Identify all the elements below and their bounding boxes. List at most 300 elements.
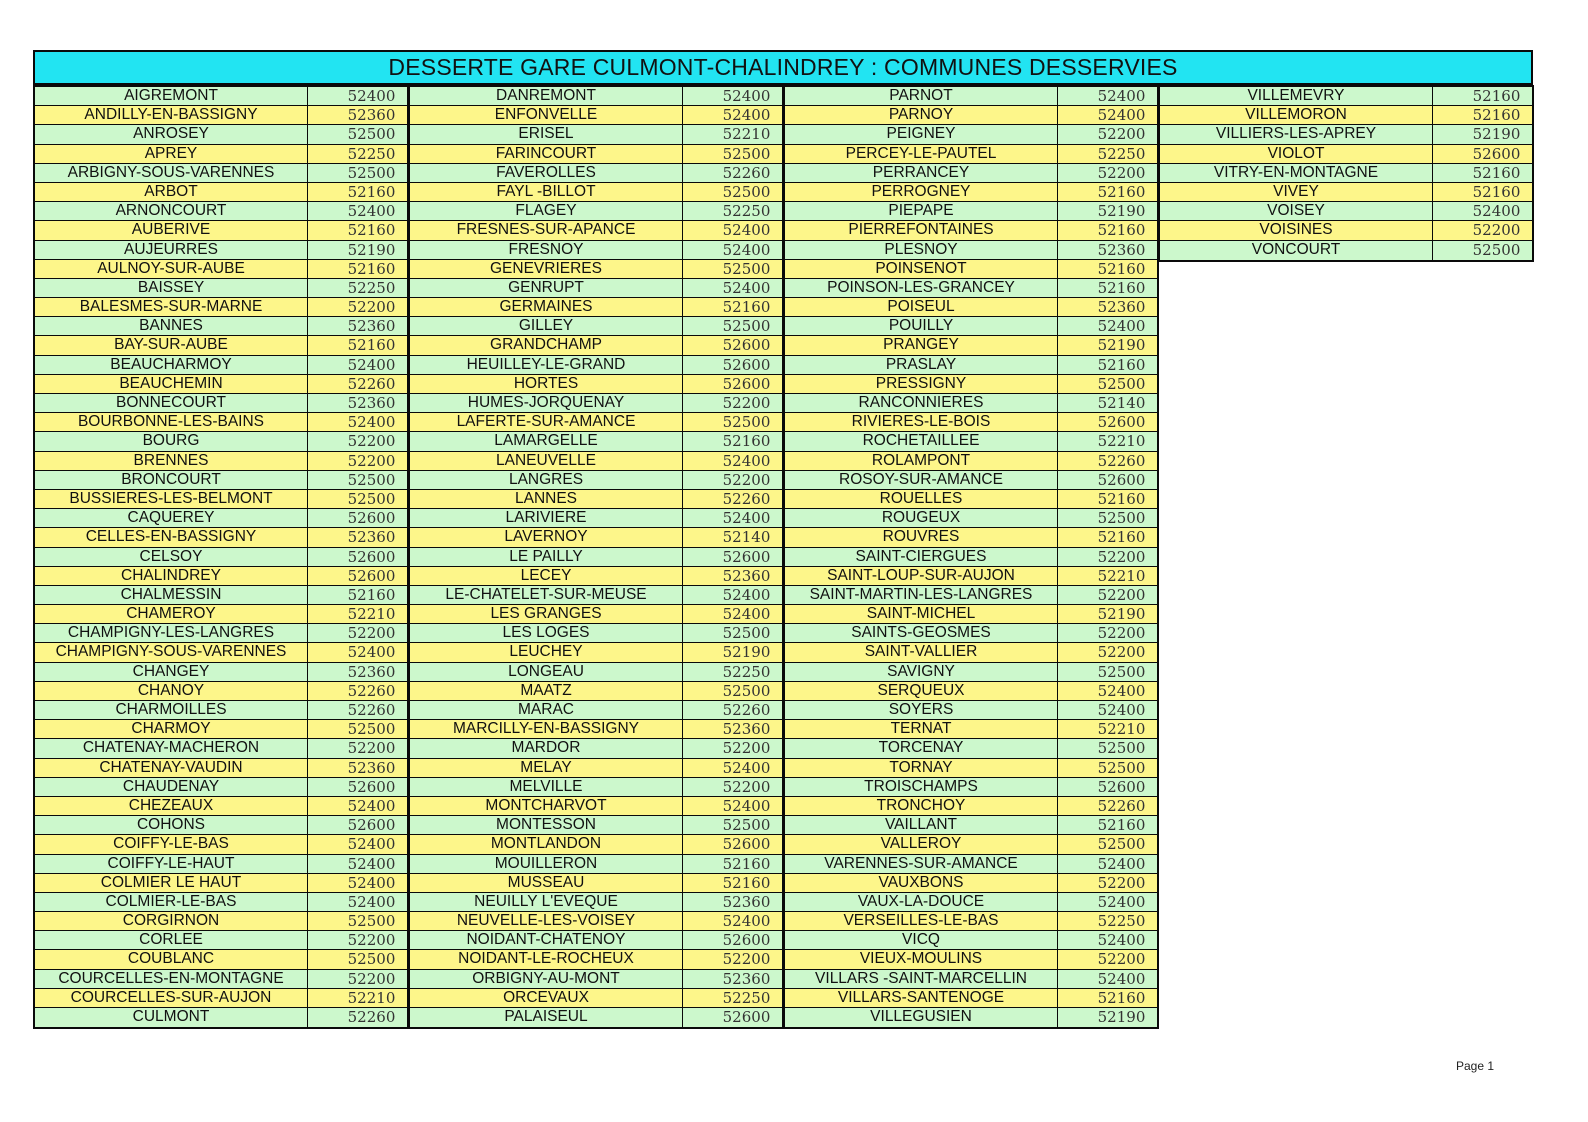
commune-name: PRANGEY bbox=[785, 336, 1058, 354]
table-row bbox=[35, 490, 407, 509]
page-number: Page 1 bbox=[1456, 1059, 1495, 1073]
commune-name: HEUILLEY-LE-GRAND bbox=[410, 356, 683, 374]
table-row bbox=[35, 893, 407, 912]
commune-name: LONGEAU bbox=[410, 663, 683, 681]
table-row bbox=[35, 528, 407, 547]
table-row bbox=[35, 931, 407, 950]
commune-name: TORCENAY bbox=[785, 739, 1058, 757]
table-row bbox=[785, 567, 1157, 586]
table-row bbox=[410, 855, 782, 874]
postal-code: 52600 bbox=[347, 566, 396, 585]
postal-code: 52200 bbox=[722, 470, 771, 489]
table-row bbox=[410, 682, 782, 701]
postal-code: 52600 bbox=[1097, 413, 1146, 432]
table-row bbox=[785, 452, 1157, 471]
table-row bbox=[410, 509, 782, 528]
table-row bbox=[35, 701, 407, 720]
postal-code: 52400 bbox=[722, 585, 771, 604]
commune-name: CORGIRNON bbox=[35, 912, 308, 930]
postal-code: 52500 bbox=[722, 144, 771, 163]
table-row bbox=[410, 317, 782, 336]
commune-name: ROCHETAILLEE bbox=[785, 432, 1058, 450]
postal-code: 52600 bbox=[1097, 470, 1146, 489]
commune-name: VILLEMEVRY bbox=[1160, 87, 1433, 105]
commune-name: MAATZ bbox=[410, 682, 683, 700]
postal-code: 52200 bbox=[347, 931, 396, 950]
table-row bbox=[410, 452, 782, 471]
postal-code: 52160 bbox=[1097, 528, 1146, 547]
postal-code: 52160 bbox=[1097, 259, 1146, 278]
postal-code: 52360 bbox=[347, 394, 396, 412]
table-row bbox=[1160, 183, 1532, 202]
commune-name: LAMARGELLE bbox=[410, 432, 683, 450]
commune-name: ROUGEUX bbox=[785, 509, 1058, 527]
table-row bbox=[410, 145, 782, 164]
commune-name: NEUILLY L'EVEQUE bbox=[410, 893, 683, 911]
postal-code: 52500 bbox=[1097, 835, 1146, 854]
table-row bbox=[785, 241, 1157, 260]
postal-code: 52400 bbox=[347, 413, 396, 432]
table-row bbox=[35, 164, 407, 183]
commune-name: TERNAT bbox=[785, 720, 1058, 738]
table-row bbox=[785, 432, 1157, 451]
table-row bbox=[785, 221, 1157, 240]
table-row bbox=[35, 682, 407, 701]
table-row bbox=[785, 509, 1157, 528]
table-row bbox=[785, 931, 1157, 950]
postal-code: 52400 bbox=[347, 835, 396, 854]
commune-name: ROUVRES bbox=[785, 528, 1058, 546]
commune-name: FRESNES-SUR-APANCE bbox=[410, 221, 683, 239]
table-row bbox=[35, 432, 407, 451]
postal-code: 52400 bbox=[722, 278, 771, 297]
table-row bbox=[410, 164, 782, 183]
table-row bbox=[785, 701, 1157, 720]
commune-name: NOIDANT-CHATENOY bbox=[410, 931, 683, 949]
postal-code: 52200 bbox=[1472, 221, 1521, 240]
commune-name: MOUILLERON bbox=[410, 855, 683, 873]
commune-name: BAISSEY bbox=[35, 279, 308, 297]
postal-code: 52360 bbox=[1097, 240, 1146, 259]
postal-code: 52160 bbox=[1097, 988, 1146, 1007]
postal-code: 52160 bbox=[1472, 87, 1521, 105]
commune-name: CAQUEREY bbox=[35, 509, 308, 527]
commune-name: TRONCHOY bbox=[785, 797, 1058, 815]
commune-name: VERSEILLES-LE-BAS bbox=[785, 912, 1058, 930]
table-row bbox=[35, 202, 407, 221]
commune-name: LAVERNOY bbox=[410, 528, 683, 546]
table-row bbox=[785, 413, 1157, 432]
table-row bbox=[410, 221, 782, 240]
table-row bbox=[410, 413, 782, 432]
commune-name: ORCEVAUX bbox=[410, 989, 683, 1007]
postal-code: 52190 bbox=[722, 643, 771, 662]
table-row bbox=[785, 548, 1157, 567]
table-row bbox=[785, 490, 1157, 509]
postal-code: 52260 bbox=[347, 701, 396, 719]
postal-code: 52400 bbox=[347, 643, 396, 662]
table-row bbox=[410, 797, 782, 816]
table-row bbox=[785, 605, 1157, 624]
table-row bbox=[785, 260, 1157, 279]
commune-name: CORLEE bbox=[35, 931, 308, 949]
postal-code: 52600 bbox=[722, 336, 771, 355]
table-row bbox=[35, 260, 407, 279]
table-row bbox=[410, 759, 782, 778]
postal-code: 52400 bbox=[722, 796, 771, 815]
postal-code: 52210 bbox=[722, 125, 771, 144]
commune-name: VICQ bbox=[785, 931, 1058, 949]
postal-code: 52360 bbox=[722, 892, 771, 911]
table-row bbox=[1160, 145, 1532, 164]
commune-name: TORNAY bbox=[785, 759, 1058, 777]
commune-column-4 bbox=[1158, 85, 1534, 262]
commune-name: LEUCHEY bbox=[410, 643, 683, 661]
table-row bbox=[410, 279, 782, 298]
commune-name: BAY-SUR-AUBE bbox=[35, 336, 308, 354]
table-row bbox=[35, 759, 407, 778]
postal-code: 52400 bbox=[347, 873, 396, 892]
postal-code: 52190 bbox=[1097, 202, 1146, 221]
postal-code: 52500 bbox=[347, 470, 396, 489]
table-row bbox=[35, 241, 407, 260]
table-row bbox=[785, 471, 1157, 490]
postal-code: 52500 bbox=[347, 125, 396, 144]
commune-name: ERISEL bbox=[410, 125, 683, 143]
postal-code: 52210 bbox=[1097, 720, 1146, 739]
postal-code: 52500 bbox=[1097, 662, 1146, 681]
postal-code: 52400 bbox=[1097, 106, 1146, 125]
postal-code: 52260 bbox=[722, 701, 771, 719]
table-row bbox=[1160, 164, 1532, 183]
postal-code: 52500 bbox=[722, 624, 771, 643]
table-row bbox=[35, 452, 407, 471]
commune-name: CELLES-EN-BASSIGNY bbox=[35, 528, 308, 546]
postal-code: 52360 bbox=[347, 317, 396, 336]
table-row bbox=[410, 835, 782, 854]
commune-name: LARIVIERE bbox=[410, 509, 683, 527]
postal-code: 52260 bbox=[722, 163, 771, 182]
table-row bbox=[1160, 202, 1532, 221]
postal-code: 52160 bbox=[722, 873, 771, 892]
table-row bbox=[410, 778, 782, 797]
table-row bbox=[785, 1008, 1157, 1027]
commune-name: SOYERS bbox=[785, 701, 1058, 719]
table-row bbox=[785, 950, 1157, 969]
postal-code: 52400 bbox=[722, 87, 771, 105]
postal-code: 52360 bbox=[722, 720, 771, 739]
postal-code: 52360 bbox=[1097, 298, 1146, 317]
postal-code: 52400 bbox=[722, 451, 771, 470]
commune-name: MARCILLY-EN-BASSIGNY bbox=[410, 720, 683, 738]
table-row bbox=[785, 202, 1157, 221]
commune-name: FAVEROLLES bbox=[410, 164, 683, 182]
postal-code: 52500 bbox=[347, 720, 396, 739]
commune-name: PALAISEUL bbox=[410, 1008, 683, 1027]
commune-name: ANROSEY bbox=[35, 125, 308, 143]
commune-name: VILLARS -SAINT-MARCELLIN bbox=[785, 970, 1058, 988]
postal-code: 52400 bbox=[1097, 87, 1146, 105]
table-row bbox=[35, 989, 407, 1008]
postal-code: 52200 bbox=[1097, 125, 1146, 144]
postal-code: 52160 bbox=[722, 432, 771, 451]
table-row bbox=[785, 797, 1157, 816]
table-row bbox=[410, 970, 782, 989]
postal-code: 52250 bbox=[1097, 912, 1146, 931]
commune-name: VALLEROY bbox=[785, 835, 1058, 853]
commune-column-3 bbox=[783, 85, 1159, 1029]
table-row bbox=[35, 317, 407, 336]
postal-code: 52140 bbox=[1097, 394, 1146, 412]
commune-name: LES GRANGES bbox=[410, 605, 683, 623]
table-row bbox=[410, 816, 782, 835]
commune-name: MONTCHARVOT bbox=[410, 797, 683, 815]
postal-code: 52500 bbox=[347, 912, 396, 931]
commune-name: VIVEY bbox=[1160, 183, 1433, 201]
commune-name: PARNOY bbox=[785, 106, 1058, 124]
postal-code: 52200 bbox=[722, 777, 771, 796]
commune-name: SAINT-MICHEL bbox=[785, 605, 1058, 623]
postal-code: 52250 bbox=[347, 144, 396, 163]
table-row bbox=[35, 970, 407, 989]
table-row bbox=[35, 413, 407, 432]
commune-name: LANNES bbox=[410, 490, 683, 508]
commune-name: AUBERIVE bbox=[35, 221, 308, 239]
postal-code: 52360 bbox=[347, 106, 396, 125]
commune-name: PLESNOY bbox=[785, 241, 1058, 259]
table-row bbox=[410, 356, 782, 375]
postal-code: 52260 bbox=[722, 489, 771, 508]
postal-code: 52600 bbox=[347, 816, 396, 835]
table-row bbox=[35, 874, 407, 893]
postal-code: 52500 bbox=[1472, 240, 1521, 259]
commune-name: MARDOR bbox=[410, 739, 683, 757]
commune-name: VIOLOT bbox=[1160, 145, 1433, 163]
table-row bbox=[35, 567, 407, 586]
postal-code: 52200 bbox=[722, 394, 771, 412]
postal-code: 52260 bbox=[1097, 451, 1146, 470]
table-row bbox=[410, 241, 782, 260]
commune-name: ARBIGNY-SOUS-VARENNES bbox=[35, 164, 308, 182]
commune-name: RANCONNIERES bbox=[785, 394, 1058, 412]
table-row bbox=[785, 778, 1157, 797]
postal-code: 52160 bbox=[1097, 182, 1146, 201]
commune-name: LECEY bbox=[410, 567, 683, 585]
commune-name: SAINT-CIERGUES bbox=[785, 548, 1058, 566]
commune-name: ARBOT bbox=[35, 183, 308, 201]
postal-code: 52160 bbox=[722, 854, 771, 873]
table-row bbox=[35, 356, 407, 375]
table-row bbox=[410, 663, 782, 682]
table-row bbox=[410, 490, 782, 509]
table-row bbox=[410, 720, 782, 739]
commune-name: ROLAMPONT bbox=[785, 452, 1058, 470]
table-row bbox=[410, 336, 782, 355]
table-row bbox=[785, 87, 1157, 106]
commune-sheet bbox=[33, 50, 1535, 1025]
postal-code: 52400 bbox=[347, 854, 396, 873]
table-row bbox=[1160, 221, 1532, 240]
commune-name: PERROGNEY bbox=[785, 183, 1058, 201]
commune-name: SAINT-VALLIER bbox=[785, 643, 1058, 661]
commune-name: VONCOURT bbox=[1160, 241, 1433, 260]
postal-code: 52500 bbox=[347, 950, 396, 969]
commune-name: COURCELLES-EN-MONTAGNE bbox=[35, 970, 308, 988]
commune-name: PEIGNEY bbox=[785, 125, 1058, 143]
postal-code: 52600 bbox=[722, 355, 771, 374]
table-row bbox=[410, 624, 782, 643]
commune-name: CHATENAY-MACHERON bbox=[35, 739, 308, 757]
commune-name: FRESNOY bbox=[410, 241, 683, 259]
postal-code: 52600 bbox=[347, 509, 396, 528]
table-row bbox=[35, 950, 407, 969]
postal-code: 52500 bbox=[722, 317, 771, 336]
table-row bbox=[35, 643, 407, 662]
commune-name: LE PAILLY bbox=[410, 548, 683, 566]
postal-code: 52190 bbox=[1097, 1008, 1146, 1026]
commune-name: MELAY bbox=[410, 759, 683, 777]
table-row bbox=[35, 106, 407, 125]
table-row bbox=[410, 643, 782, 662]
commune-name: GENEVRIERES bbox=[410, 260, 683, 278]
table-row bbox=[35, 720, 407, 739]
commune-name: CHATENAY-VAUDIN bbox=[35, 759, 308, 777]
postal-code: 52500 bbox=[722, 182, 771, 201]
postal-code: 52260 bbox=[347, 374, 396, 393]
commune-name: FLAGEY bbox=[410, 202, 683, 220]
postal-code: 52160 bbox=[1472, 182, 1521, 201]
commune-name: PIERREFONTAINES bbox=[785, 221, 1058, 239]
postal-code: 52200 bbox=[1097, 643, 1146, 662]
table-row bbox=[785, 164, 1157, 183]
table-row bbox=[785, 624, 1157, 643]
commune-name: CHAMPIGNY-SOUS-VARENNES bbox=[35, 643, 308, 661]
commune-name: POUILLY bbox=[785, 317, 1058, 335]
commune-name: ROSOY-SUR-AMANCE bbox=[785, 471, 1058, 489]
postal-code: 52400 bbox=[1097, 701, 1146, 719]
postal-code: 52190 bbox=[1097, 605, 1146, 624]
commune-name: ARNONCOURT bbox=[35, 202, 308, 220]
postal-code: 52250 bbox=[722, 662, 771, 681]
commune-name: NEUVELLE-LES-VOISEY bbox=[410, 912, 683, 930]
table-row bbox=[785, 720, 1157, 739]
commune-name: BEAUCHEMIN bbox=[35, 375, 308, 393]
table-row bbox=[785, 356, 1157, 375]
table-row bbox=[410, 471, 782, 490]
commune-name: VILLEGUSIEN bbox=[785, 1008, 1058, 1027]
postal-code: 52160 bbox=[347, 182, 396, 201]
table-row bbox=[35, 298, 407, 317]
commune-name: POINSON-LES-GRANCEY bbox=[785, 279, 1058, 297]
table-row bbox=[1160, 106, 1532, 125]
table-row bbox=[410, 202, 782, 221]
commune-name: GERMAINES bbox=[410, 298, 683, 316]
commune-name: MONTESSON bbox=[410, 816, 683, 834]
postal-code: 52250 bbox=[722, 202, 771, 221]
table-row bbox=[35, 394, 407, 413]
table-row bbox=[35, 471, 407, 490]
postal-code: 52600 bbox=[722, 1008, 771, 1026]
commune-name: POISEUL bbox=[785, 298, 1058, 316]
commune-name: SAINTS-GEOSMES bbox=[785, 624, 1058, 642]
commune-name: LANGRES bbox=[410, 471, 683, 489]
commune-name: PRESSIGNY bbox=[785, 375, 1058, 393]
table-row bbox=[35, 548, 407, 567]
postal-code: 52500 bbox=[1097, 374, 1146, 393]
postal-code: 52210 bbox=[347, 988, 396, 1007]
postal-code: 52200 bbox=[347, 969, 396, 988]
commune-name: VOISINES bbox=[1160, 221, 1433, 239]
table-row bbox=[785, 145, 1157, 164]
table-row bbox=[410, 1008, 782, 1027]
postal-code: 52160 bbox=[1472, 106, 1521, 125]
table-row bbox=[35, 279, 407, 298]
postal-code: 52210 bbox=[1097, 432, 1146, 451]
table-row bbox=[785, 663, 1157, 682]
table-row bbox=[410, 298, 782, 317]
table-row bbox=[785, 375, 1157, 394]
table-row bbox=[35, 797, 407, 816]
commune-name: LAFERTE-SUR-AMANCE bbox=[410, 413, 683, 431]
postal-code: 52160 bbox=[722, 298, 771, 317]
commune-name: TROISCHAMPS bbox=[785, 778, 1058, 796]
table-row bbox=[785, 106, 1157, 125]
postal-code: 52500 bbox=[722, 259, 771, 278]
postal-code: 52200 bbox=[347, 451, 396, 470]
table-row bbox=[785, 893, 1157, 912]
postal-code: 52500 bbox=[1097, 739, 1146, 758]
table-row bbox=[35, 663, 407, 682]
commune-name: FAYL -BILLOT bbox=[410, 183, 683, 201]
postal-code: 52400 bbox=[1472, 202, 1521, 221]
commune-name: DANREMONT bbox=[410, 87, 683, 105]
commune-name: CULMONT bbox=[35, 1008, 308, 1027]
postal-code: 52400 bbox=[1097, 892, 1146, 911]
commune-name: VOISEY bbox=[1160, 202, 1433, 220]
postal-code: 52200 bbox=[722, 950, 771, 969]
postal-code: 52160 bbox=[1097, 278, 1146, 297]
table-row bbox=[410, 260, 782, 279]
postal-code: 52500 bbox=[347, 163, 396, 182]
table-row bbox=[785, 874, 1157, 893]
postal-code: 52260 bbox=[347, 681, 396, 700]
table-row bbox=[410, 605, 782, 624]
postal-code: 52400 bbox=[347, 355, 396, 374]
table-row bbox=[410, 394, 782, 413]
table-row bbox=[35, 586, 407, 605]
commune-name: CHANGEY bbox=[35, 663, 308, 681]
commune-name: BOURG bbox=[35, 432, 308, 450]
table-row bbox=[785, 279, 1157, 298]
table-row bbox=[785, 816, 1157, 835]
commune-name: ENFONVELLE bbox=[410, 106, 683, 124]
commune-name: CHAMEROY bbox=[35, 605, 308, 623]
table-row bbox=[410, 874, 782, 893]
commune-name: CHAMPIGNY-LES-LANGRES bbox=[35, 624, 308, 642]
table-row bbox=[410, 375, 782, 394]
commune-name: VAUX-LA-DOUCE bbox=[785, 893, 1058, 911]
commune-name: COURCELLES-SUR-AUJON bbox=[35, 989, 308, 1007]
commune-name: GRANDCHAMP bbox=[410, 336, 683, 354]
table-row bbox=[785, 298, 1157, 317]
table-row bbox=[35, 912, 407, 931]
postal-code: 52400 bbox=[722, 509, 771, 528]
postal-code: 52360 bbox=[722, 566, 771, 585]
commune-name: AULNOY-SUR-AUBE bbox=[35, 260, 308, 278]
commune-name: PRASLAY bbox=[785, 356, 1058, 374]
commune-name: CHARMOY bbox=[35, 720, 308, 738]
postal-code: 52500 bbox=[1097, 758, 1146, 777]
